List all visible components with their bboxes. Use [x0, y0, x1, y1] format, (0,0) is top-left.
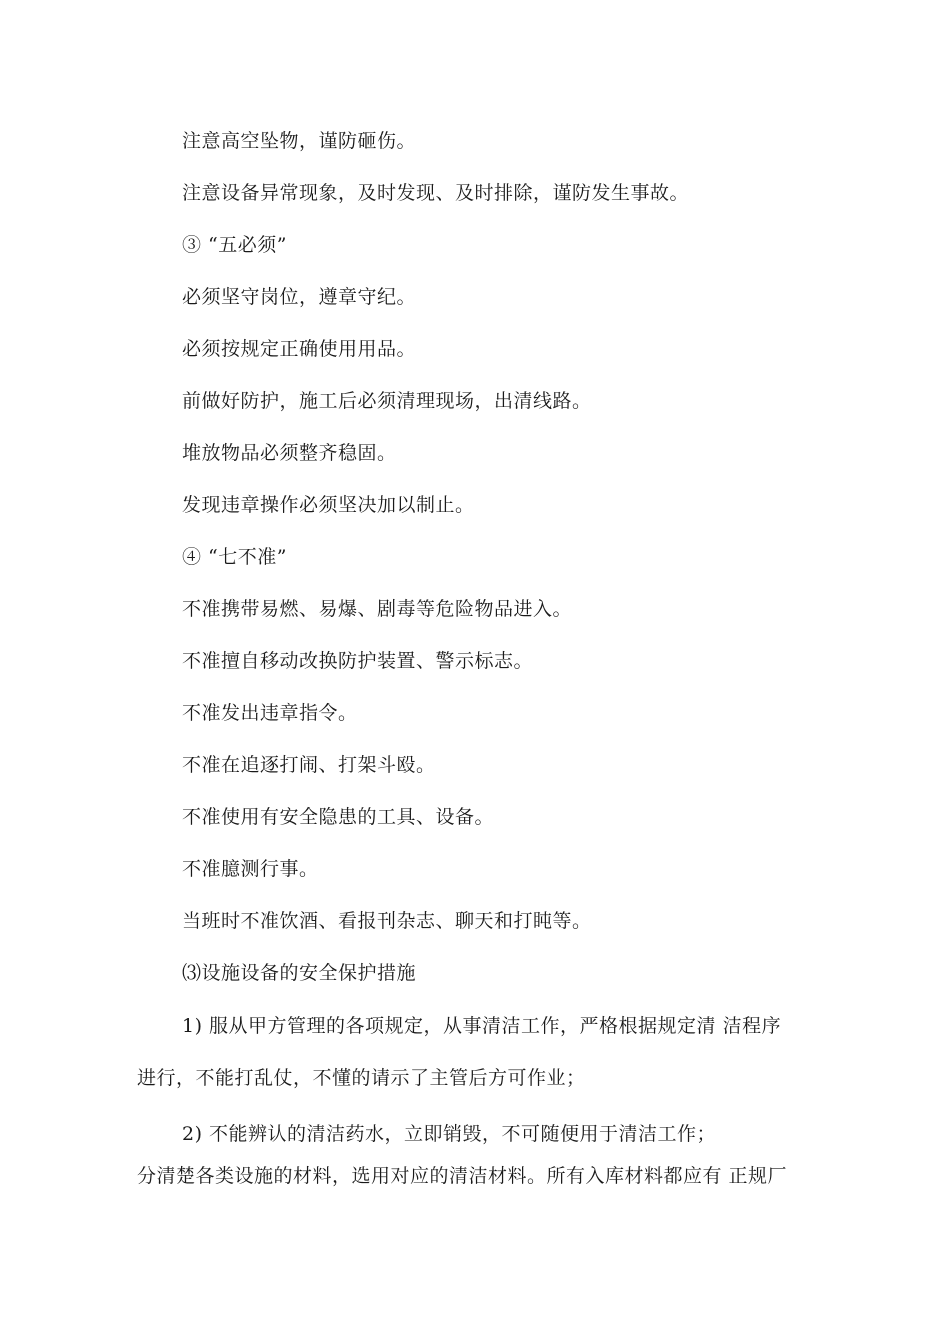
section-heading: ⑶设施设备的安全保护措施: [182, 962, 417, 984]
paragraph-line: 进行，不能打乱仗，不懂的请示了主管后方可作业；: [137, 1067, 586, 1089]
section-heading: ③ “五必须”: [182, 234, 287, 256]
paragraph-line: 必须按规定正确使用用品。: [182, 338, 417, 360]
paragraph-line: 不准在追逐打闹、打架斗殴。: [182, 754, 436, 776]
paragraph-line: 不准臆测行事。: [182, 858, 319, 880]
paragraph-line: 1) 服从甲方管理的各项规定，从事清洁工作，严格根据规定清 洁程序: [182, 1015, 782, 1037]
paragraph-line: 不准使用有安全隐患的工具、设备。: [182, 806, 495, 828]
paragraph-line: 不准发出违章指令。: [182, 702, 358, 724]
paragraph-line: 不准携带易燃、易爆、剧毒等危险物品进入。: [182, 598, 573, 620]
paragraph-line: 不准擅自移动改换防护装置、警示标志。: [182, 650, 534, 672]
paragraph-line: 分清楚各类设施的材料，选用对应的清洁材料。所有入库材料都应有 正规厂: [137, 1165, 788, 1187]
section-heading: ④ “七不准”: [182, 546, 287, 568]
paragraph-line: 堆放物品必须整齐稳固。: [182, 442, 397, 464]
paragraph-line: 前做好防护，施工后必须清理现场，出清线路。: [182, 390, 592, 412]
paragraph-line: 必须坚守岗位，遵章守纪。: [182, 286, 417, 308]
paragraph-line: 当班时不准饮酒、看报刊杂志、聊天和打盹等。: [182, 910, 592, 932]
paragraph-line: 注意高空坠物，谨防砸伤。: [182, 130, 417, 152]
paragraph-line: 发现违章操作必须坚决加以制止。: [182, 494, 475, 516]
paragraph-line: 注意设备异常现象，及时发现、及时排除，谨防发生事故。: [182, 182, 690, 204]
paragraph-line: 2) 不能辨认的清洁药水，立即销毁，不可随便用于清洁工作；: [182, 1123, 717, 1145]
